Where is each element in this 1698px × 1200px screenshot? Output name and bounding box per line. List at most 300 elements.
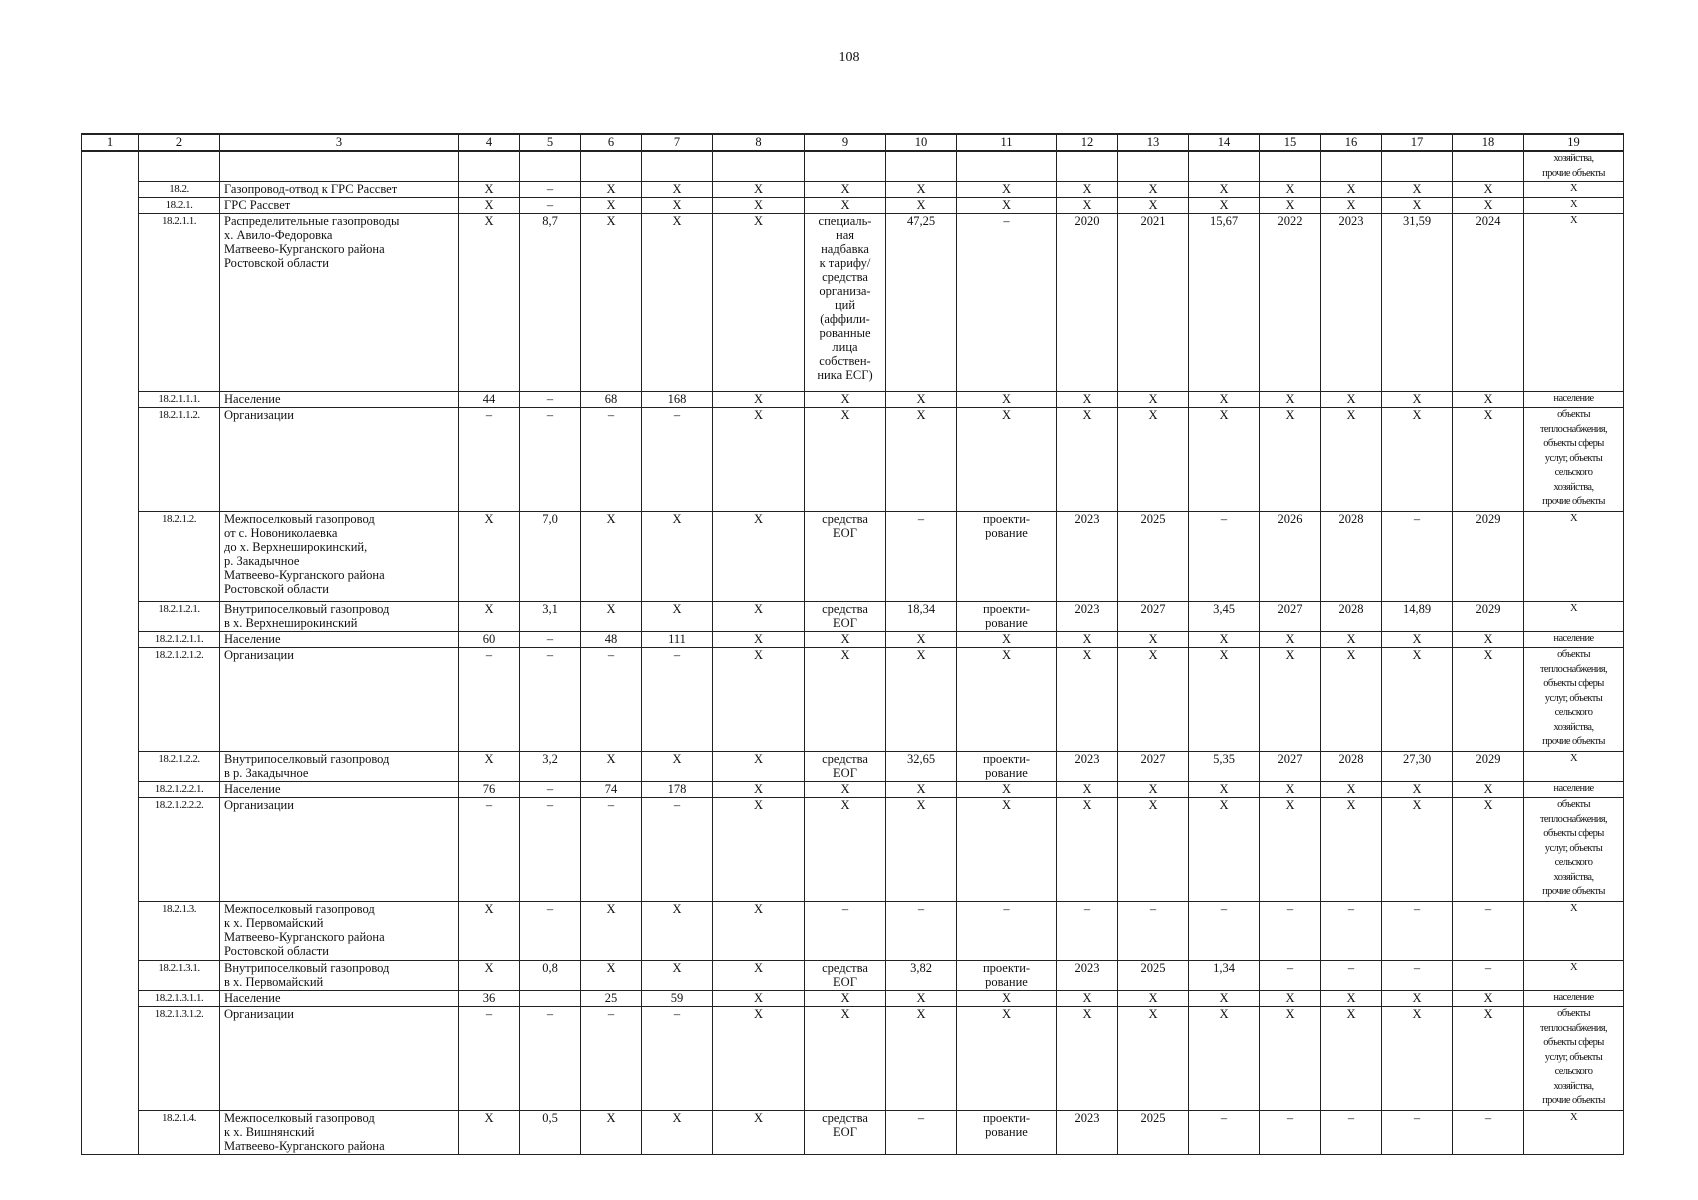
- value-cell-col-18: 2029: [1453, 602, 1524, 632]
- value-cell-col-13: X: [1118, 632, 1189, 648]
- value-cell-col-6: X: [581, 902, 642, 961]
- value-cell-col-13: 2025: [1118, 512, 1189, 602]
- value-cell-col-18: X: [1453, 991, 1524, 1007]
- value-cell-col-16: X: [1321, 798, 1382, 902]
- table-row: [82, 602, 1624, 632]
- value-cell-col-4: 76: [459, 782, 520, 798]
- value-cell-col-9: X: [805, 1007, 886, 1111]
- gas-pipeline-table: [81, 133, 1624, 1155]
- page-number: 108: [838, 50, 860, 65]
- value-cell-col-16: [1321, 151, 1382, 182]
- value-cell-col-12: X: [1057, 798, 1118, 902]
- value-cell-col-19: X: [1524, 198, 1624, 214]
- value-cell-col-19: население: [1524, 782, 1624, 798]
- value-cell-col-11: X: [957, 798, 1057, 902]
- item-number-cell: 18.2.1.: [139, 198, 220, 214]
- value-cell-col-17: 31,59: [1382, 214, 1453, 392]
- value-cell-col-9: средства ЕОГ: [805, 512, 886, 602]
- value-cell-col-15: 2027: [1260, 752, 1321, 782]
- value-cell-col-7: X: [642, 602, 713, 632]
- value-cell-col-16: 2028: [1321, 602, 1382, 632]
- table-row: [82, 1007, 1624, 1111]
- value-cell-col-8: X: [713, 991, 805, 1007]
- value-cell-col-10: X: [886, 182, 957, 198]
- value-cell-col-4: –: [459, 798, 520, 902]
- value-cell-col-15: X: [1260, 632, 1321, 648]
- value-cell-col-5: –: [520, 648, 581, 752]
- value-cell-col-11: проекти- рование: [957, 961, 1057, 991]
- table-row: [82, 198, 1624, 214]
- value-cell-col-8: X: [713, 512, 805, 602]
- column-number-row: [82, 134, 1624, 151]
- value-cell-col-16: –: [1321, 902, 1382, 961]
- value-cell-col-10: X: [886, 798, 957, 902]
- value-cell-col-18: X: [1453, 782, 1524, 798]
- table-row: [82, 782, 1624, 798]
- object-name-cell: Население: [220, 392, 459, 408]
- row-group-cell: [82, 782, 139, 798]
- value-cell-col-4: X: [459, 902, 520, 961]
- value-cell-col-9: средства ЕОГ: [805, 752, 886, 782]
- column-number-header: 3: [220, 134, 459, 151]
- value-cell-col-5: –: [520, 1007, 581, 1111]
- value-cell-col-10: [886, 151, 957, 182]
- value-cell-col-9: X: [805, 632, 886, 648]
- value-cell-col-13: X: [1118, 1007, 1189, 1111]
- value-cell-col-5: [520, 151, 581, 182]
- value-cell-col-16: X: [1321, 1007, 1382, 1111]
- value-cell-col-11: [957, 151, 1057, 182]
- table-row: [82, 961, 1624, 991]
- value-cell-col-9: [805, 151, 886, 182]
- value-cell-col-15: –: [1260, 1111, 1321, 1155]
- value-cell-col-15: X: [1260, 408, 1321, 512]
- object-name-cell: Население: [220, 782, 459, 798]
- value-cell-col-13: 2021: [1118, 214, 1189, 392]
- row-group-cell: [82, 512, 139, 602]
- value-cell-col-5: –: [520, 782, 581, 798]
- item-number-cell: 18.2.1.2.2.2.: [139, 798, 220, 902]
- table-row: [82, 991, 1624, 1007]
- object-name-cell: Газопровод-отвод к ГРС Рассвет: [220, 182, 459, 198]
- value-cell-col-12: X: [1057, 182, 1118, 198]
- value-cell-col-16: X: [1321, 182, 1382, 198]
- column-number-header: 8: [713, 134, 805, 151]
- value-cell-col-4: 60: [459, 632, 520, 648]
- value-cell-col-15: X: [1260, 198, 1321, 214]
- row-group-cell: [82, 752, 139, 782]
- object-name-cell: Население: [220, 991, 459, 1007]
- object-name-cell: Организации: [220, 1007, 459, 1111]
- value-cell-col-17: –: [1382, 961, 1453, 991]
- value-cell-col-17: 27,30: [1382, 752, 1453, 782]
- value-cell-col-15: 2027: [1260, 602, 1321, 632]
- value-cell-col-4: [459, 151, 520, 182]
- value-cell-col-18: X: [1453, 648, 1524, 752]
- value-cell-col-8: X: [713, 782, 805, 798]
- value-cell-col-19: X: [1524, 602, 1624, 632]
- table-row: [82, 648, 1624, 752]
- table-row: [82, 512, 1624, 602]
- object-name-cell: Организации: [220, 408, 459, 512]
- value-cell-col-17: X: [1382, 648, 1453, 752]
- column-number-header: 17: [1382, 134, 1453, 151]
- value-cell-col-6: 68: [581, 392, 642, 408]
- value-cell-col-18: [1453, 151, 1524, 182]
- value-cell-col-7: –: [642, 648, 713, 752]
- value-cell-col-5: –: [520, 392, 581, 408]
- item-number-cell: 18.2.1.1.1.: [139, 392, 220, 408]
- value-cell-col-15: X: [1260, 798, 1321, 902]
- value-cell-col-17: X: [1382, 798, 1453, 902]
- row-group-cell: [82, 151, 139, 182]
- column-number-header: 9: [805, 134, 886, 151]
- table-row: [82, 392, 1624, 408]
- value-cell-col-11: X: [957, 408, 1057, 512]
- object-name-cell: Межпоселковый газопровод к х. Вишнянский Матвеево-Курганского района: [220, 1111, 459, 1155]
- value-cell-col-19: объекты теплоснабжения, объекты сферы услуг, объекты сельского хозяйства, прочие объекты: [1524, 798, 1624, 902]
- object-name-cell: Внутрипоселковый газопровод в р. Закадычное: [220, 752, 459, 782]
- item-number-cell: 18.2.1.1.: [139, 214, 220, 392]
- value-cell-col-19: X: [1524, 512, 1624, 602]
- value-cell-col-18: X: [1453, 632, 1524, 648]
- row-group-cell: [82, 632, 139, 648]
- value-cell-col-13: X: [1118, 182, 1189, 198]
- item-number-cell: 18.2.1.2.: [139, 512, 220, 602]
- value-cell-col-15: –: [1260, 902, 1321, 961]
- value-cell-col-16: X: [1321, 198, 1382, 214]
- value-cell-col-10: X: [886, 408, 957, 512]
- value-cell-col-8: X: [713, 752, 805, 782]
- value-cell-col-9: X: [805, 798, 886, 902]
- table-row: [82, 408, 1624, 512]
- value-cell-col-11: проекти- рование: [957, 602, 1057, 632]
- value-cell-col-4: X: [459, 182, 520, 198]
- value-cell-col-10: X: [886, 632, 957, 648]
- item-number-cell: 18.2.1.3.1.1.: [139, 991, 220, 1007]
- value-cell-col-14: 3,45: [1189, 602, 1260, 632]
- item-number-cell: 18.2.1.3.: [139, 902, 220, 961]
- value-cell-col-12: 2023: [1057, 602, 1118, 632]
- value-cell-col-8: X: [713, 798, 805, 902]
- value-cell-col-15: –: [1260, 961, 1321, 991]
- value-cell-col-19: X: [1524, 961, 1624, 991]
- value-cell-col-16: 2028: [1321, 752, 1382, 782]
- column-number-header: 1: [82, 134, 139, 151]
- object-name-cell: Межпоселковый газопровод от с. Новониколаевка до х. Верхнеширокинский, р. Закадычное Матвеево-Курганского района Ростовской области: [220, 512, 459, 602]
- value-cell-col-18: –: [1453, 902, 1524, 961]
- value-cell-col-14: X: [1189, 182, 1260, 198]
- value-cell-col-14: X: [1189, 392, 1260, 408]
- object-name-cell: Внутрипоселковый газопровод в х. Первомайский: [220, 961, 459, 991]
- value-cell-col-14: [1189, 151, 1260, 182]
- value-cell-col-6: X: [581, 182, 642, 198]
- value-cell-col-5: 3,1: [520, 602, 581, 632]
- value-cell-col-11: проекти- рование: [957, 752, 1057, 782]
- value-cell-col-5: 0,5: [520, 1111, 581, 1155]
- value-cell-col-6: X: [581, 1111, 642, 1155]
- value-cell-col-12: 2023: [1057, 752, 1118, 782]
- value-cell-col-19: X: [1524, 1111, 1624, 1155]
- value-cell-col-15: X: [1260, 782, 1321, 798]
- value-cell-col-9: X: [805, 198, 886, 214]
- value-cell-col-6: X: [581, 214, 642, 392]
- item-number-cell: 18.2.1.2.2.: [139, 752, 220, 782]
- value-cell-col-11: –: [957, 214, 1057, 392]
- value-cell-col-11: X: [957, 991, 1057, 1007]
- value-cell-col-6: –: [581, 798, 642, 902]
- value-cell-col-6: X: [581, 512, 642, 602]
- value-cell-col-4: X: [459, 752, 520, 782]
- value-cell-col-14: 1,34: [1189, 961, 1260, 991]
- value-cell-col-19: население: [1524, 392, 1624, 408]
- row-group-cell: [82, 961, 139, 991]
- value-cell-col-19: объекты теплоснабжения, объекты сферы услуг, объекты сельского хозяйства, прочие объекты: [1524, 648, 1624, 752]
- value-cell-col-11: X: [957, 632, 1057, 648]
- value-cell-col-12: X: [1057, 632, 1118, 648]
- value-cell-col-7: X: [642, 182, 713, 198]
- value-cell-col-11: –: [957, 902, 1057, 961]
- value-cell-col-7: 111: [642, 632, 713, 648]
- value-cell-col-9: специаль- ная надбавка к тарифу/ средства организа- ций (аффили- рованные лица собствен- ника ЕСГ): [805, 214, 886, 392]
- value-cell-col-5: –: [520, 198, 581, 214]
- row-group-cell: [82, 392, 139, 408]
- object-name-cell: Внутрипоселковый газопровод в х. Верхнеширокинский: [220, 602, 459, 632]
- value-cell-col-11: X: [957, 198, 1057, 214]
- item-number-cell: 18.2.1.2.2.1.: [139, 782, 220, 798]
- value-cell-col-12: 2023: [1057, 512, 1118, 602]
- column-number-header: 15: [1260, 134, 1321, 151]
- column-number-header: 6: [581, 134, 642, 151]
- value-cell-col-9: X: [805, 182, 886, 198]
- value-cell-col-19: население: [1524, 632, 1624, 648]
- value-cell-col-16: –: [1321, 1111, 1382, 1155]
- object-name-cell: Межпоселковый газопровод к х. Первомайский Матвеево-Курганского района Ростовской области: [220, 902, 459, 961]
- column-number-header: 5: [520, 134, 581, 151]
- value-cell-col-4: –: [459, 648, 520, 752]
- value-cell-col-9: X: [805, 782, 886, 798]
- value-cell-col-18: 2029: [1453, 752, 1524, 782]
- value-cell-col-7: 178: [642, 782, 713, 798]
- value-cell-col-14: X: [1189, 1007, 1260, 1111]
- value-cell-col-8: X: [713, 648, 805, 752]
- value-cell-col-16: 2028: [1321, 512, 1382, 602]
- value-cell-col-18: X: [1453, 198, 1524, 214]
- value-cell-col-8: X: [713, 902, 805, 961]
- value-cell-col-11: проекти- рование: [957, 1111, 1057, 1155]
- column-number-header: 14: [1189, 134, 1260, 151]
- object-name-cell: Организации: [220, 798, 459, 902]
- value-cell-col-16: –: [1321, 961, 1382, 991]
- value-cell-col-10: X: [886, 782, 957, 798]
- value-cell-col-11: X: [957, 782, 1057, 798]
- value-cell-col-17: X: [1382, 392, 1453, 408]
- value-cell-col-11: X: [957, 1007, 1057, 1111]
- row-group-cell: [82, 182, 139, 198]
- column-number-header: 16: [1321, 134, 1382, 151]
- value-cell-col-7: X: [642, 961, 713, 991]
- value-cell-col-6: [581, 151, 642, 182]
- value-cell-col-14: X: [1189, 198, 1260, 214]
- value-cell-col-9: X: [805, 648, 886, 752]
- value-cell-col-11: X: [957, 182, 1057, 198]
- value-cell-col-10: X: [886, 648, 957, 752]
- value-cell-col-15: [1260, 151, 1321, 182]
- value-cell-col-19: объекты теплоснабжения, объекты сферы услуг, объекты сельского хозяйства, прочие объекты: [1524, 1007, 1624, 1111]
- value-cell-col-5: 8,7: [520, 214, 581, 392]
- value-cell-col-17: X: [1382, 1007, 1453, 1111]
- value-cell-col-6: –: [581, 648, 642, 752]
- value-cell-col-11: проекти- рование: [957, 512, 1057, 602]
- table-row: [82, 214, 1624, 392]
- item-number-cell: 18.2.: [139, 182, 220, 198]
- value-cell-col-5: –: [520, 632, 581, 648]
- item-number-cell: [139, 151, 220, 182]
- value-cell-col-12: [1057, 151, 1118, 182]
- value-cell-col-8: X: [713, 1111, 805, 1155]
- value-cell-col-13: –: [1118, 902, 1189, 961]
- value-cell-col-4: X: [459, 512, 520, 602]
- value-cell-col-7: X: [642, 1111, 713, 1155]
- value-cell-col-15: 2026: [1260, 512, 1321, 602]
- row-group-cell: [82, 991, 139, 1007]
- value-cell-col-8: X: [713, 182, 805, 198]
- value-cell-col-15: X: [1260, 1007, 1321, 1111]
- value-cell-col-9: средства ЕОГ: [805, 602, 886, 632]
- value-cell-col-7: [642, 151, 713, 182]
- value-cell-col-10: 3,82: [886, 961, 957, 991]
- column-number-header: 11: [957, 134, 1057, 151]
- value-cell-col-7: –: [642, 1007, 713, 1111]
- value-cell-col-13: X: [1118, 648, 1189, 752]
- value-cell-col-14: X: [1189, 408, 1260, 512]
- value-cell-col-11: X: [957, 648, 1057, 752]
- value-cell-col-8: X: [713, 198, 805, 214]
- value-cell-col-15: X: [1260, 392, 1321, 408]
- value-cell-col-13: 2027: [1118, 602, 1189, 632]
- value-cell-col-7: X: [642, 752, 713, 782]
- value-cell-col-7: –: [642, 798, 713, 902]
- object-name-cell: Распределительные газопроводы х. Авило-Федоровка Матвеево-Курганского района Ростовской области: [220, 214, 459, 392]
- value-cell-col-13: X: [1118, 392, 1189, 408]
- value-cell-col-12: X: [1057, 648, 1118, 752]
- value-cell-col-17: [1382, 151, 1453, 182]
- value-cell-col-17: –: [1382, 902, 1453, 961]
- item-number-cell: 18.2.1.2.1.2.: [139, 648, 220, 752]
- value-cell-col-19: хозяйства, прочие объекты: [1524, 151, 1624, 182]
- column-number-header: 4: [459, 134, 520, 151]
- value-cell-col-4: X: [459, 1111, 520, 1155]
- value-cell-col-8: X: [713, 961, 805, 991]
- table-row: [82, 752, 1624, 782]
- value-cell-col-16: X: [1321, 392, 1382, 408]
- value-cell-col-17: –: [1382, 512, 1453, 602]
- row-group-cell: [82, 1007, 139, 1111]
- table-row: [82, 151, 1624, 182]
- table-row: [82, 798, 1624, 902]
- value-cell-col-14: X: [1189, 798, 1260, 902]
- value-cell-col-17: 14,89: [1382, 602, 1453, 632]
- object-name-cell: Население: [220, 632, 459, 648]
- item-number-cell: 18.2.1.2.1.1.: [139, 632, 220, 648]
- value-cell-col-10: X: [886, 991, 957, 1007]
- value-cell-col-6: 48: [581, 632, 642, 648]
- column-number-header: 18: [1453, 134, 1524, 151]
- row-group-cell: [82, 198, 139, 214]
- table-row: [82, 632, 1624, 648]
- value-cell-col-15: X: [1260, 648, 1321, 752]
- value-cell-col-16: 2023: [1321, 214, 1382, 392]
- value-cell-col-10: –: [886, 1111, 957, 1155]
- value-cell-col-14: X: [1189, 648, 1260, 752]
- value-cell-col-4: 44: [459, 392, 520, 408]
- value-cell-col-17: X: [1382, 182, 1453, 198]
- value-cell-col-18: X: [1453, 182, 1524, 198]
- table-row: [82, 1111, 1624, 1155]
- value-cell-col-14: 5,35: [1189, 752, 1260, 782]
- value-cell-col-14: X: [1189, 632, 1260, 648]
- value-cell-col-17: X: [1382, 198, 1453, 214]
- value-cell-col-5: 7,0: [520, 512, 581, 602]
- value-cell-col-19: X: [1524, 182, 1624, 198]
- value-cell-col-19: X: [1524, 902, 1624, 961]
- value-cell-col-17: –: [1382, 1111, 1453, 1155]
- object-name-cell: ГРС Рассвет: [220, 198, 459, 214]
- value-cell-col-4: –: [459, 408, 520, 512]
- item-number-cell: 18.2.1.3.1.: [139, 961, 220, 991]
- value-cell-col-4: X: [459, 198, 520, 214]
- value-cell-col-8: X: [713, 632, 805, 648]
- value-cell-col-8: X: [713, 1007, 805, 1111]
- value-cell-col-10: –: [886, 512, 957, 602]
- object-name-cell: Организации: [220, 648, 459, 752]
- value-cell-col-10: 32,65: [886, 752, 957, 782]
- value-cell-col-18: X: [1453, 798, 1524, 902]
- column-number-header: 2: [139, 134, 220, 151]
- column-number-header: 19: [1524, 134, 1624, 151]
- value-cell-col-14: 15,67: [1189, 214, 1260, 392]
- row-group-cell: [82, 602, 139, 632]
- value-cell-col-18: 2029: [1453, 512, 1524, 602]
- value-cell-col-8: X: [713, 602, 805, 632]
- value-cell-col-14: X: [1189, 782, 1260, 798]
- value-cell-col-15: X: [1260, 182, 1321, 198]
- value-cell-col-5: –: [520, 408, 581, 512]
- value-cell-col-9: средства ЕОГ: [805, 1111, 886, 1155]
- value-cell-col-6: 25: [581, 991, 642, 1007]
- value-cell-col-19: объекты теплоснабжения, объекты сферы услуг, объекты сельского хозяйства, прочие объекты: [1524, 408, 1624, 512]
- value-cell-col-12: X: [1057, 408, 1118, 512]
- value-cell-col-14: –: [1189, 902, 1260, 961]
- value-cell-col-13: [1118, 151, 1189, 182]
- value-cell-col-10: X: [886, 1007, 957, 1111]
- value-cell-col-5: –: [520, 182, 581, 198]
- value-cell-col-13: 2025: [1118, 1111, 1189, 1155]
- value-cell-col-18: X: [1453, 392, 1524, 408]
- value-cell-col-14: X: [1189, 991, 1260, 1007]
- value-cell-col-13: 2027: [1118, 752, 1189, 782]
- value-cell-col-9: X: [805, 392, 886, 408]
- value-cell-col-7: 59: [642, 991, 713, 1007]
- column-number-header: 13: [1118, 134, 1189, 151]
- value-cell-col-15: 2022: [1260, 214, 1321, 392]
- value-cell-col-8: X: [713, 392, 805, 408]
- value-cell-col-4: X: [459, 961, 520, 991]
- value-cell-col-6: X: [581, 198, 642, 214]
- value-cell-col-9: –: [805, 902, 886, 961]
- table-row: [82, 182, 1624, 198]
- value-cell-col-7: X: [642, 198, 713, 214]
